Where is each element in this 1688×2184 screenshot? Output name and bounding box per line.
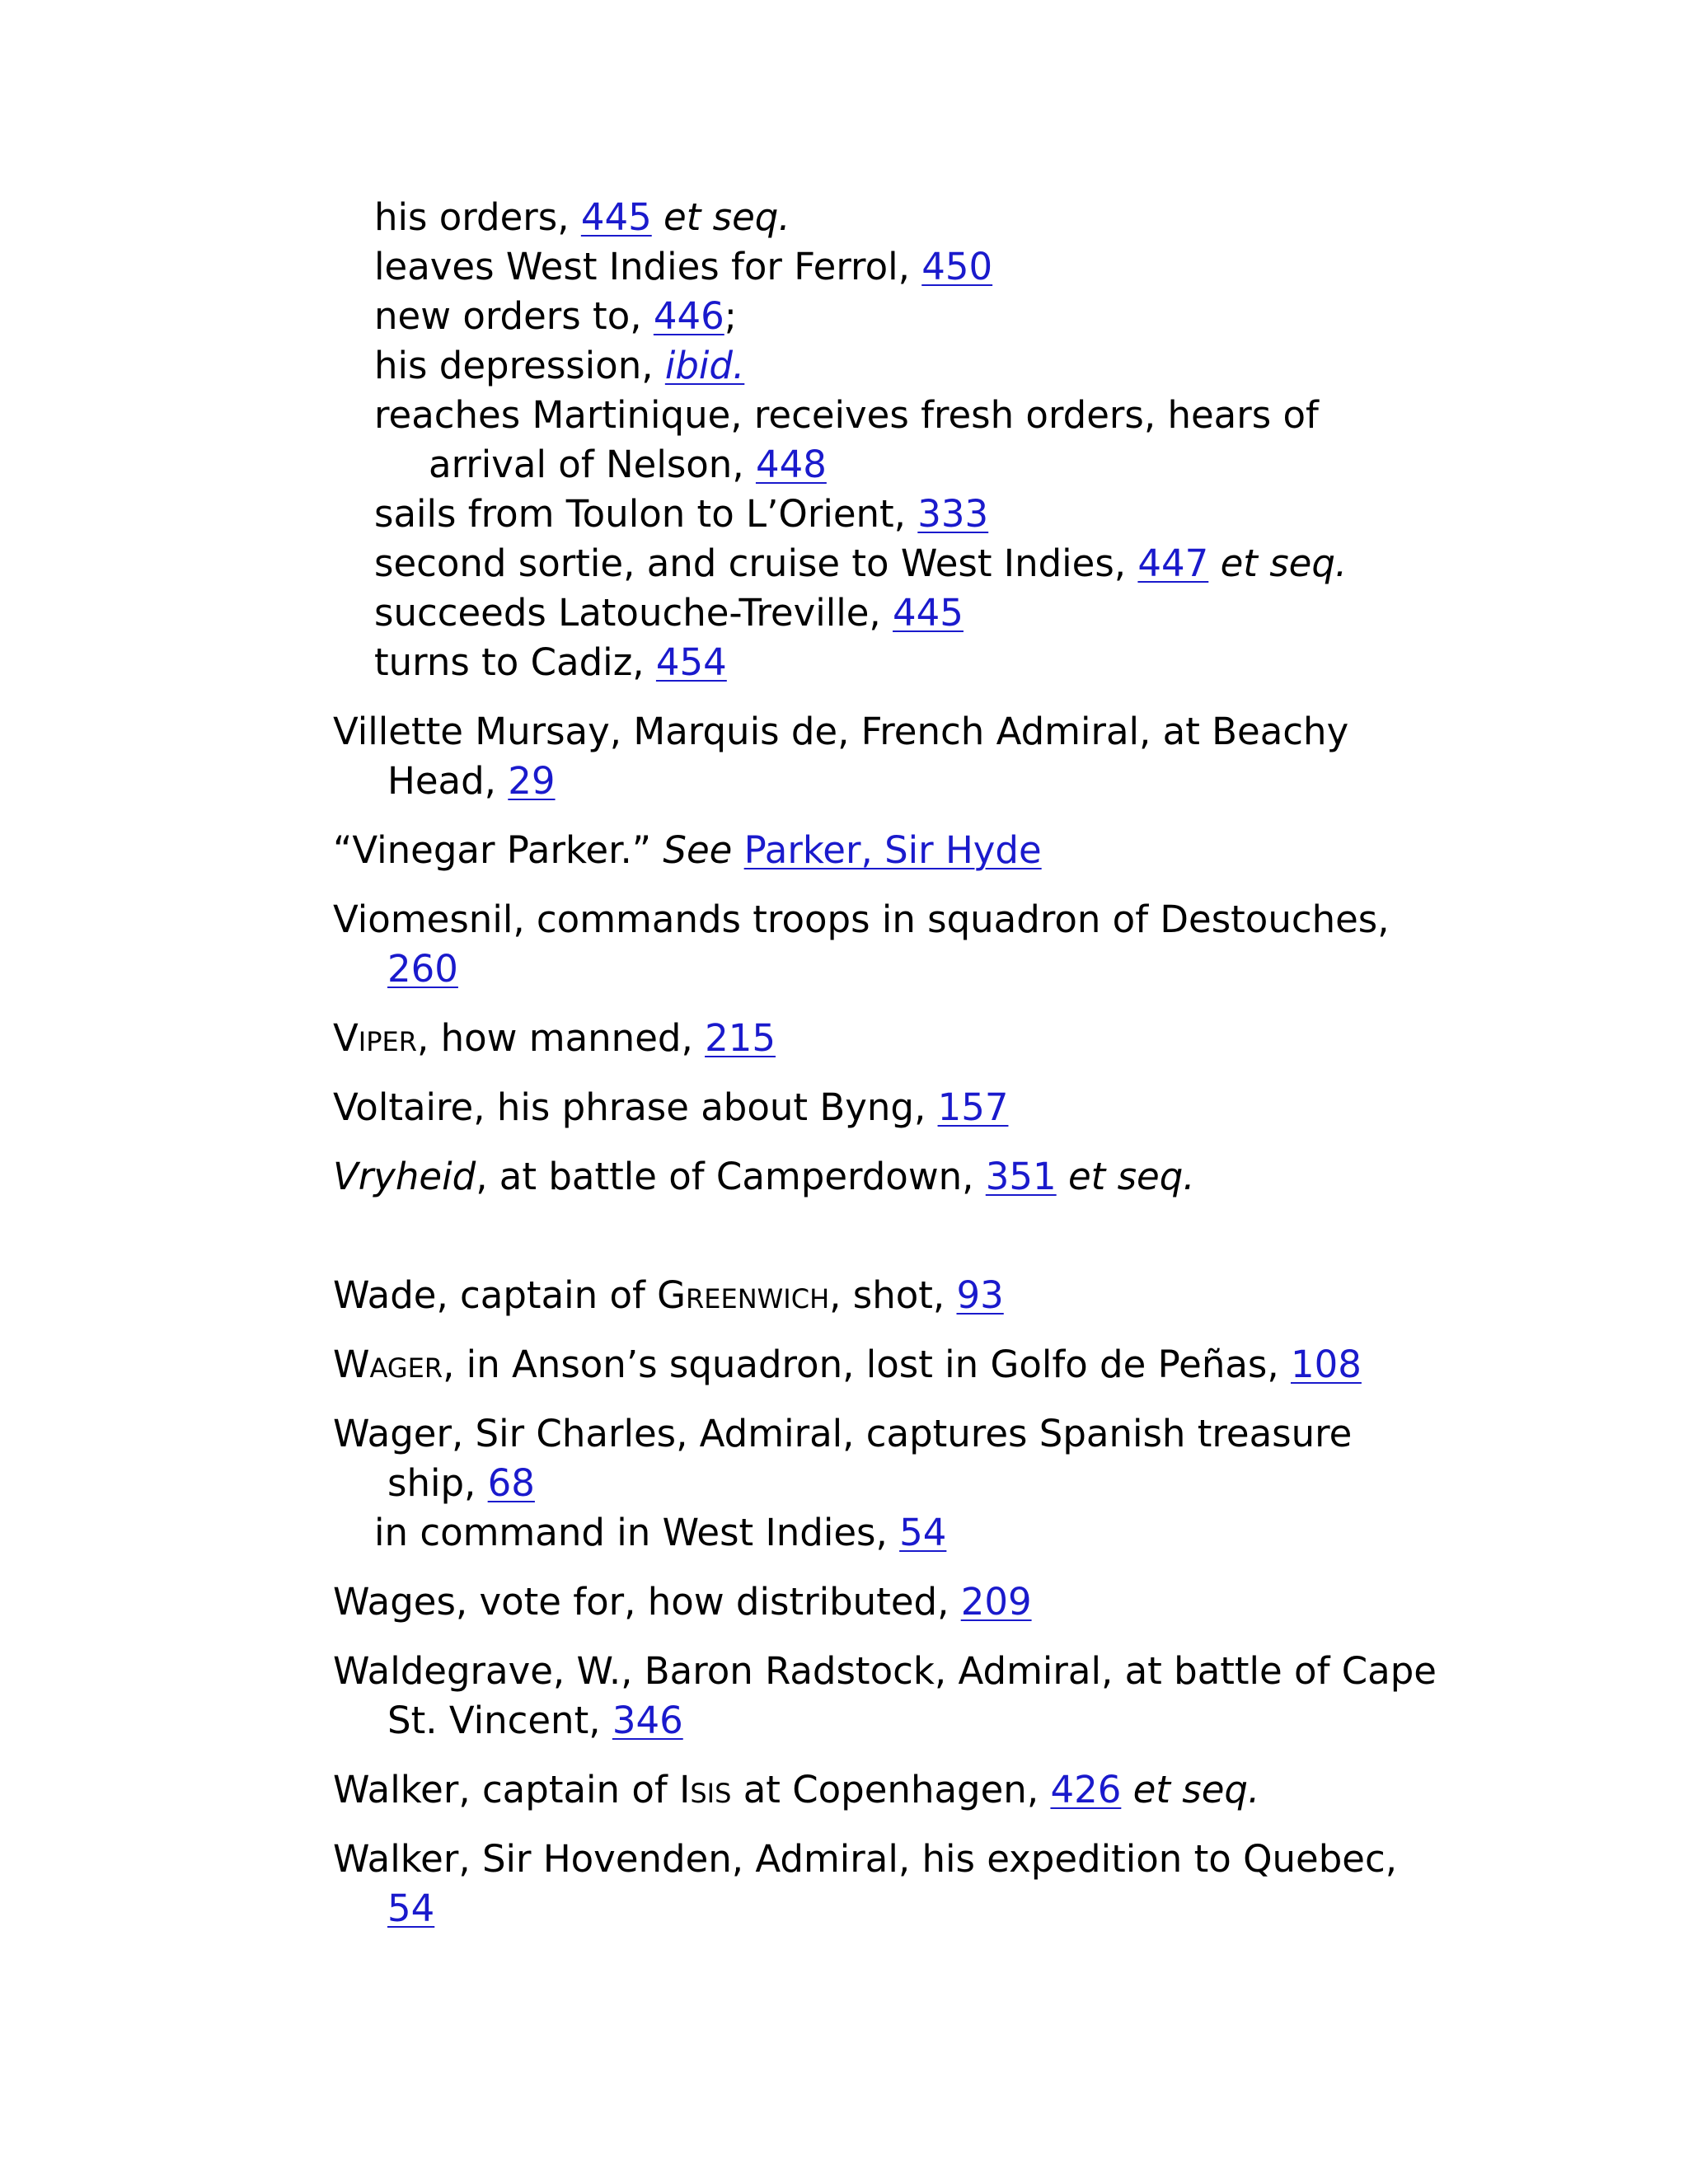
page-link[interactable]: 68 (487, 1461, 535, 1505)
et-seq: et seq. (651, 195, 790, 239)
index-entry-viper (333, 1014, 1437, 1063)
subentry-text: turns to Cadiz, (374, 640, 656, 684)
index-entry-villette (333, 707, 1437, 806)
index-entry-vinegar-parker (333, 826, 1437, 875)
entry-text: , how manned, (416, 1016, 706, 1060)
subentry-text: his orders, (374, 195, 581, 239)
subentry (333, 539, 1437, 588)
punctuation: ; (724, 294, 737, 338)
page-link[interactable]: 446 (653, 294, 724, 338)
page-link[interactable]: 445 (893, 591, 964, 635)
ibid-link[interactable]: ibid. (664, 344, 745, 387)
subentry (333, 490, 1437, 539)
entry-text: , in Anson’s squadron, lost in Golfo de Peñas, (443, 1343, 1291, 1386)
entry-text: Waldegrave, W., Baron Radstock, Admiral, at battle of Cape St. Vincent, (333, 1649, 1437, 1742)
ship-name: Isis (679, 1768, 732, 1811)
page-link[interactable]: 447 (1137, 541, 1209, 585)
subentry-text: reaches Martinique, receives fresh orders, hears of arrival of Nelson, (374, 393, 1319, 486)
page-link[interactable]: 454 (655, 640, 727, 684)
et-seq: et seq. (1121, 1768, 1260, 1811)
page-link[interactable]: 445 (580, 195, 652, 239)
page-link[interactable]: 157 (937, 1085, 1009, 1129)
subentry-text: succeeds Latouche-Treville, (374, 591, 893, 635)
entry-main-line (333, 1409, 1437, 1508)
ship-name: Wager (333, 1343, 443, 1386)
index-entry-wager-ship (333, 1340, 1437, 1390)
entry-text: Villette Mursay, Marquis de, French Admiral, at Beachy Head, (333, 710, 1349, 803)
et-seq: et seq. (1208, 541, 1348, 585)
ship-name: Greenwich (657, 1273, 830, 1317)
et-seq: et seq. (1056, 1155, 1195, 1198)
subentry (333, 638, 1437, 687)
index-entry-waldegrave (333, 1647, 1437, 1746)
ship-name: Vryheid (333, 1155, 476, 1198)
page-link[interactable]: 260 (387, 947, 458, 991)
subentry (333, 193, 1437, 242)
subentry-text: new orders to, (374, 294, 654, 338)
entry-text: “Vinegar Parker.” (333, 828, 663, 872)
entry-text: Wager, Sir Charles, Admiral, captures Spanish treasure ship, (333, 1412, 1353, 1505)
index-entry-walker-hovenden (333, 1835, 1437, 1933)
ship-name: Viper (333, 1016, 417, 1060)
index-entry-wade (333, 1271, 1437, 1320)
cross-reference-link[interactable]: Parker, Sir Hyde (743, 828, 1042, 872)
entry-text: Wade, captain of (333, 1273, 658, 1317)
index-entry-viomesnil (333, 895, 1437, 994)
page-link[interactable]: 333 (917, 492, 989, 536)
entry-text: at Copenhagen, (731, 1768, 1051, 1811)
page-link[interactable]: 426 (1050, 1768, 1122, 1811)
page-link[interactable]: 54 (387, 1886, 435, 1930)
subentry-text: in command in West Indies, (374, 1511, 900, 1554)
entry-text: , shot, (829, 1273, 957, 1317)
subentry (333, 292, 1437, 341)
entry-text: Wages, vote for, how distributed, (333, 1580, 961, 1624)
page-link[interactable]: 448 (755, 443, 827, 486)
subentry-text: leaves West Indies for Ferrol, (374, 245, 922, 288)
page-link[interactable]: 346 (612, 1699, 683, 1742)
page-link[interactable]: 108 (1290, 1343, 1362, 1386)
subentry (333, 391, 1437, 490)
subentry (333, 1508, 1437, 1558)
subentry-text: second sortie, and cruise to West Indies, (374, 541, 1138, 585)
page-link[interactable]: 351 (985, 1155, 1057, 1198)
entry-text: Walker, Sir Hovenden, Admiral, his expedition to Quebec, (333, 1837, 1398, 1881)
subentry (333, 242, 1437, 292)
villeneuve-subentries (333, 193, 1437, 687)
page-link[interactable]: 450 (921, 245, 993, 288)
index-page (333, 193, 1437, 1953)
subentry-text: his depression, (374, 344, 665, 387)
page-link[interactable]: 93 (956, 1273, 1004, 1317)
index-entry-walker-isis (333, 1765, 1437, 1815)
see-label: See (663, 828, 733, 872)
index-entry-wager-charles (333, 1409, 1437, 1558)
entry-text: Viomesnil, commands troops in squadron of Destouches, (333, 898, 1390, 941)
page-link[interactable]: 209 (960, 1580, 1032, 1624)
page-link[interactable]: 29 (508, 759, 556, 803)
index-entry-voltaire (333, 1083, 1437, 1132)
index-entry-vryheid (333, 1152, 1437, 1202)
index-entry-wages (333, 1577, 1437, 1627)
page-link[interactable]: 215 (705, 1016, 776, 1060)
subentry (333, 341, 1437, 391)
entry-text: Voltaire, his phrase about Byng, (333, 1085, 938, 1129)
entry-text: Walker, captain of (333, 1768, 680, 1811)
page-link[interactable]: 54 (899, 1511, 947, 1554)
subentry (333, 588, 1437, 638)
entry-text: , at battle of Camperdown, (476, 1155, 986, 1198)
subentry-text: sails from Toulon to L’Orient, (374, 492, 918, 536)
